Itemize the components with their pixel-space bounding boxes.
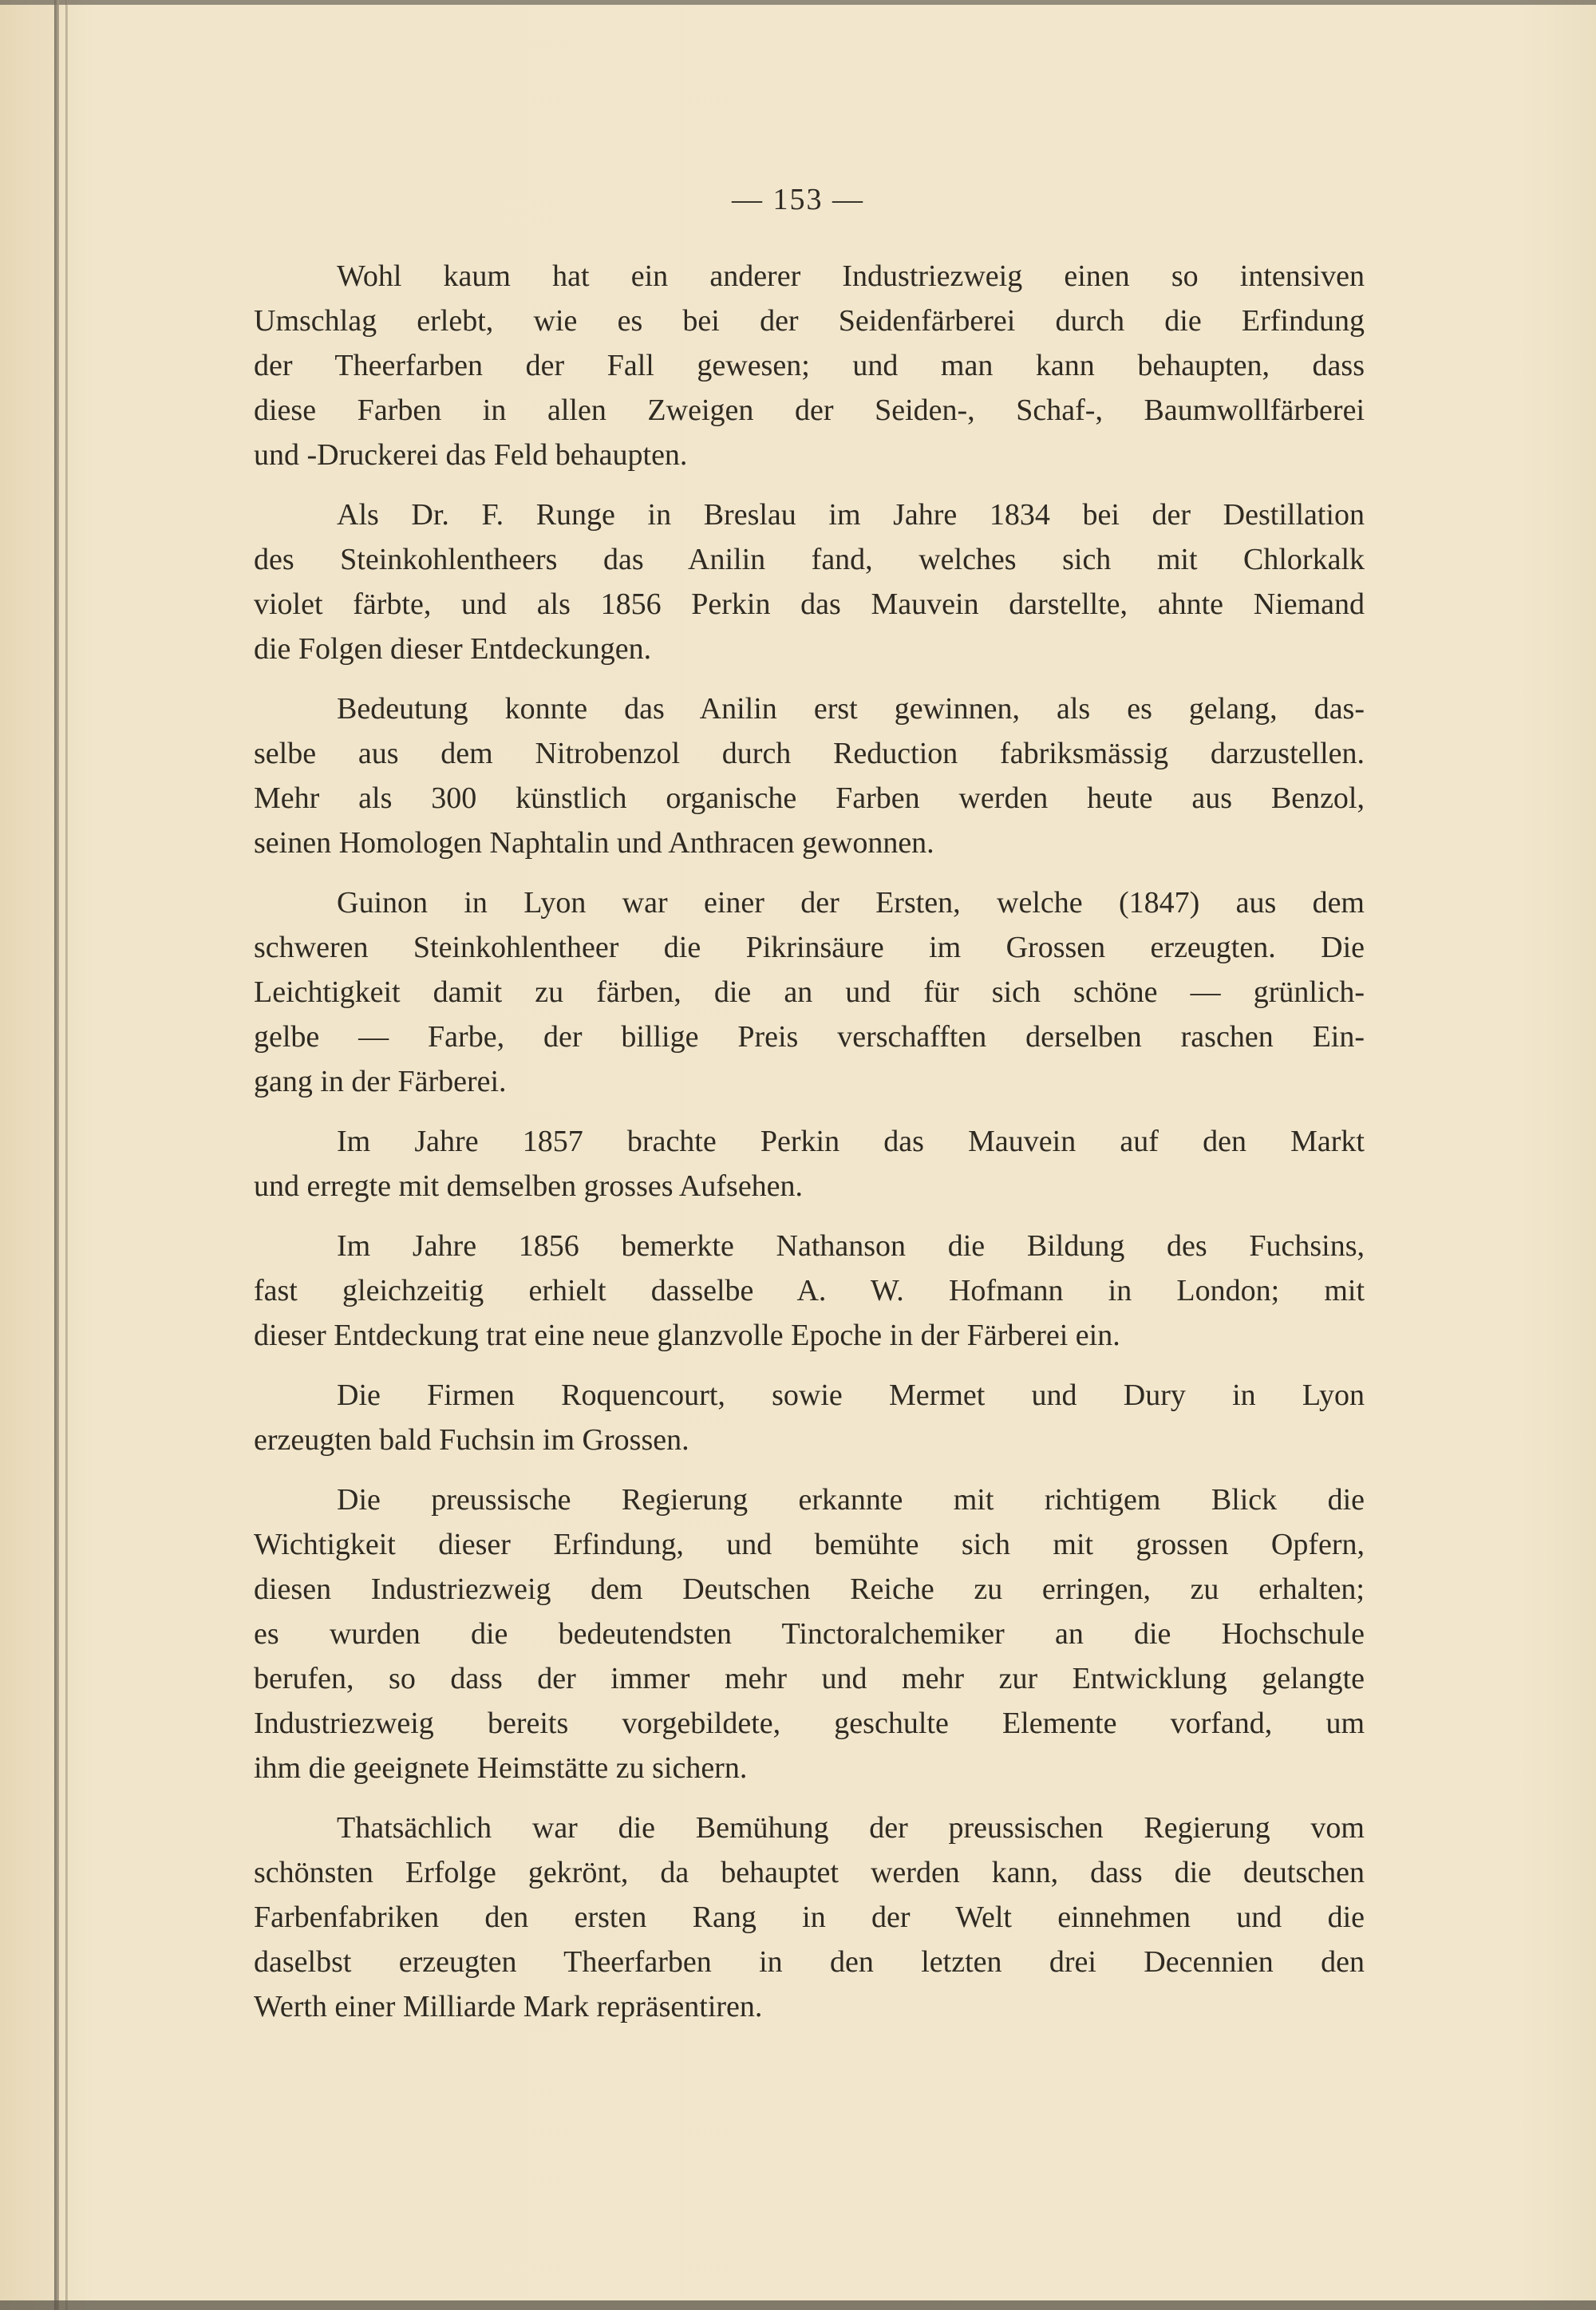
bottom-edge-rule — [0, 2300, 1596, 2310]
text-line: Mehr als 300 künstlich organische Farben werden heute aus Benzol, — [254, 781, 1365, 815]
text-line: Bedeutung konnte das Anilin erst gewinnen, als es gelang, das- — [337, 692, 1365, 726]
text-line: Farbenfabriken den ersten Rang in der Welt einnehmen und die — [254, 1901, 1365, 1934]
text-line: Guinon in Lyon war einer der Ersten, welche (1847) aus dem — [337, 886, 1365, 920]
binding-edge-shadow — [65, 0, 68, 2310]
paragraph-7 — [254, 1373, 1365, 1462]
text-line: violet färbte, und als 1856 Perkin das Mauvein darstellte, ahnte Niemand — [254, 587, 1365, 621]
text-line: es wurden die bedeutendsten Tinctoralchemiker an die Hochschule — [254, 1617, 1365, 1651]
text-line: schweren Steinkohlentheer die Pikrinsäure im Grossen erzeugten. Die — [254, 931, 1365, 964]
text-line: Im Jahre 1857 brachte Perkin das Mauvein auf den Markt — [337, 1125, 1365, 1158]
text-line: ihm die geeignete Heimstätte zu sichern. — [254, 1751, 748, 1785]
paragraph-2 — [254, 492, 1365, 671]
text-line: Wichtigkeit dieser Erfindung, und bemühte sich mit grossen Opfern, — [254, 1528, 1365, 1561]
text-line: und erregte mit demselben grosses Aufsehen. — [254, 1169, 804, 1203]
text-line: Industriezweig bereits vorgebildete, geschulte Elemente vorfand, um — [254, 1707, 1365, 1740]
text-line: die Folgen dieser Entdeckungen. — [254, 632, 652, 666]
text-line: Als Dr. F. Runge in Breslau im Jahre 1834 bei der Destillation — [337, 498, 1365, 532]
text-line: fast gleichzeitig erhielt dasselbe A. W. Hofmann in London; mit — [254, 1274, 1365, 1307]
text-line: berufen, so dass der immer mehr und mehr zur Entwicklung gelangte — [254, 1662, 1365, 1695]
text-line: und -Druckerei das Feld behaupten. — [254, 438, 688, 472]
paragraph-8 — [254, 1477, 1365, 1790]
text-line: Leichtigkeit damit zu färben, die an und für sich schöne — grünlich- — [254, 975, 1365, 1009]
text-line: gelbe — Farbe, der billige Preis verschafften derselben raschen Ein- — [254, 1020, 1365, 1054]
paragraph-5 — [254, 1119, 1365, 1208]
paragraph-3 — [254, 686, 1365, 865]
text-line: daselbst erzeugten Theerfarben in den letzten drei Decennien den — [254, 1945, 1365, 1979]
text-line: der Theerfarben der Fall gewesen; und man kann behaupten, dass — [254, 349, 1365, 382]
paragraph-6 — [254, 1224, 1365, 1358]
text-line: diesen Industriezweig dem Deutschen Reiche zu erringen, zu erhalten; — [254, 1572, 1365, 1606]
text-line: selbe aus dem Nitrobenzol durch Reduction fabriksmässig darzustellen. — [254, 737, 1365, 770]
text-line: Die Firmen Roquencourt, sowie Mermet und Dury in Lyon — [337, 1378, 1365, 1412]
text-line: Thatsächlich war die Bemühung der preussischen Regierung vom — [337, 1811, 1365, 1845]
paragraph-4 — [254, 880, 1365, 1104]
text-line: schönsten Erfolge gekrönt, da behauptet werden kann, dass die deutschen — [254, 1856, 1365, 1889]
text-line: seinen Homologen Naphtalin und Anthracen gewonnen. — [254, 826, 934, 860]
text-line: Umschlag erlebt, wie es bei der Seidenfärberei durch die Erfindung — [254, 304, 1365, 338]
text-line: dieser Entdeckung trat eine neue glanzvolle Epoche in der Färberei ein. — [254, 1319, 1120, 1352]
text-line: Im Jahre 1856 bemerkte Nathanson die Bildung des Fuchsins, — [337, 1229, 1365, 1263]
body-text — [254, 254, 1365, 2044]
text-line: des Steinkohlentheers das Anilin fand, welches sich mit Chlorkalk — [254, 543, 1365, 576]
paragraph-9 — [254, 1806, 1365, 2029]
binding-edge — [54, 0, 59, 2310]
text-line: gang in der Färberei. — [254, 1065, 507, 1098]
text-line: erzeugten bald Fuchsin im Grossen. — [254, 1423, 689, 1457]
text-line: Werth einer Milliarde Mark repräsentiren. — [254, 1990, 763, 2023]
text-line: Die preussische Regierung erkannte mit richtigem Blick die — [337, 1483, 1365, 1517]
page-number: — 153 — — [732, 183, 864, 216]
text-line: diese Farben in allen Zweigen der Seiden-, Schaf-, Baumwollfärberei — [254, 394, 1365, 427]
top-edge-rule — [0, 0, 1596, 5]
text-line: Wohl kaum hat ein anderer Industriezweig einen so intensiven — [337, 259, 1365, 293]
paragraph-1 — [254, 254, 1365, 477]
